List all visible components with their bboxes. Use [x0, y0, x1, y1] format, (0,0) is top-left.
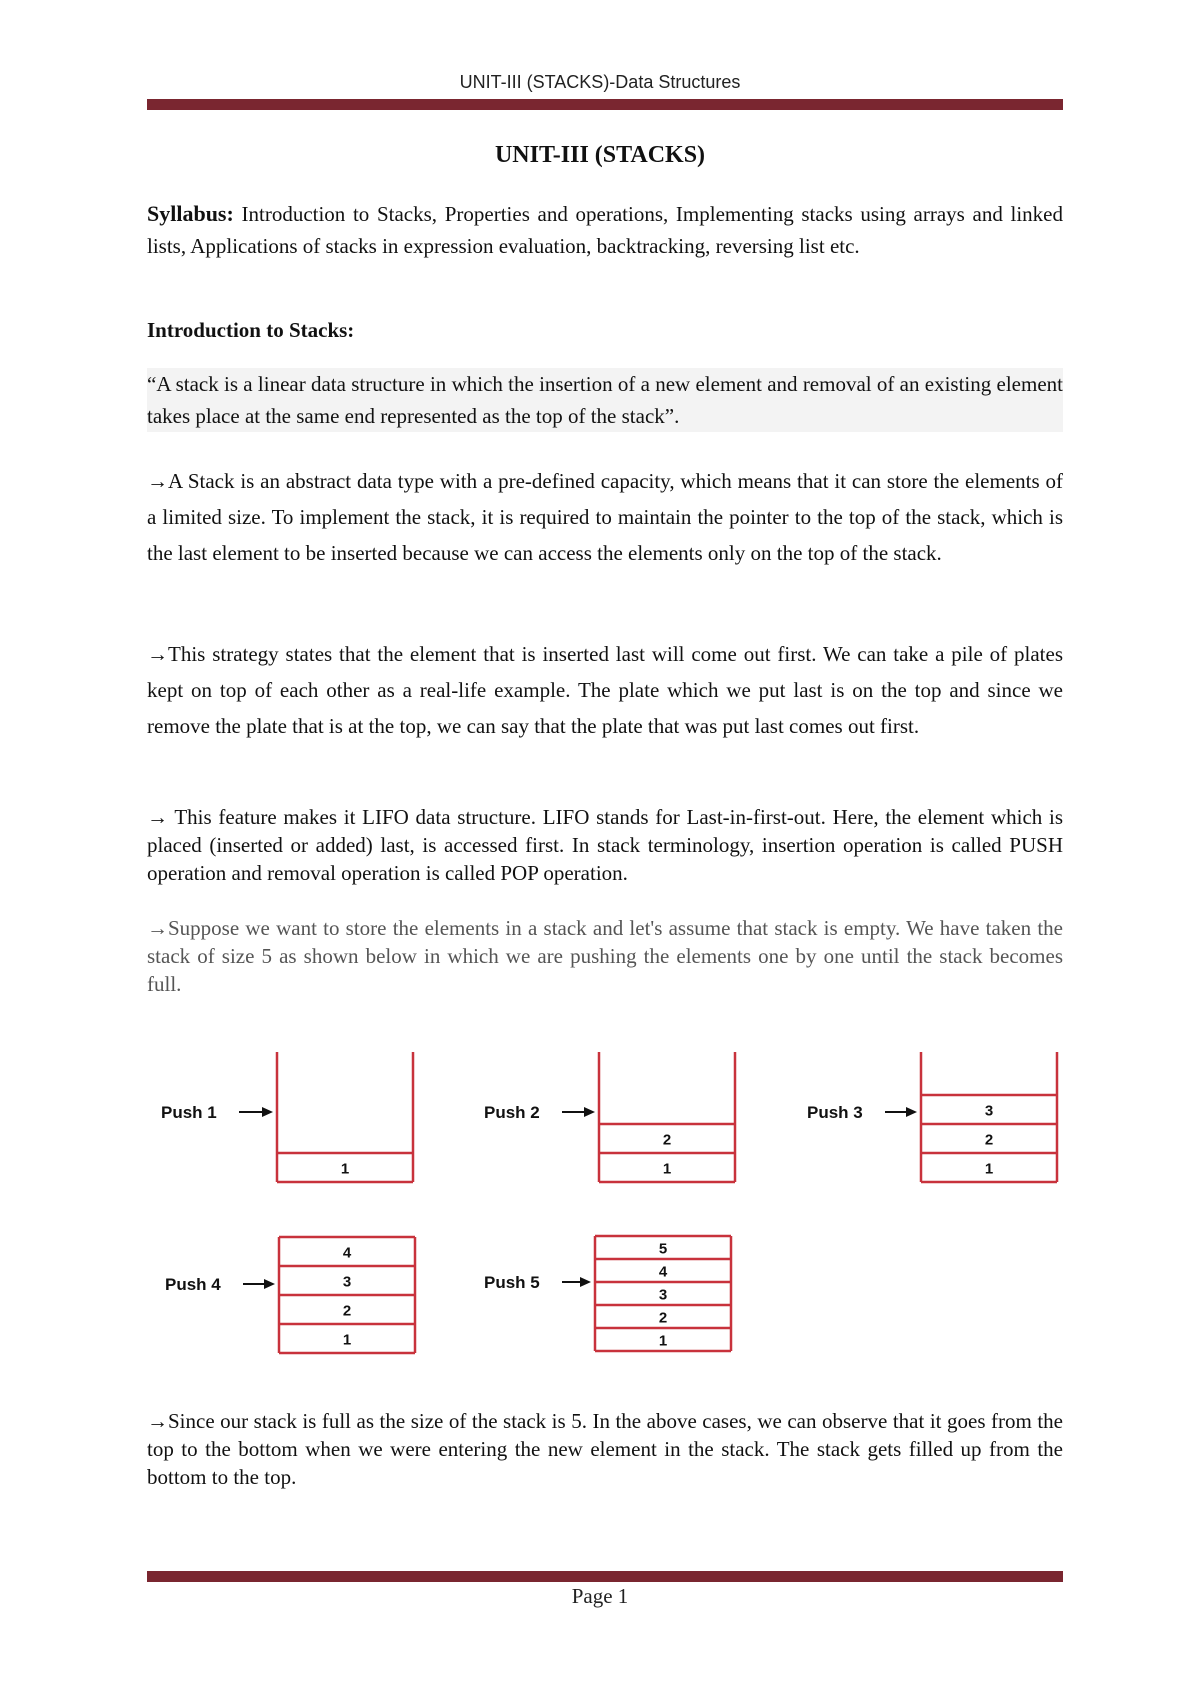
push-label: Push 5 [484, 1273, 540, 1292]
page-title: UNIT-III (STACKS) [494, 142, 706, 168]
stack-definition: “A stack is a linear data structure in which the insertion of a new element and removal of an existing element takes place at the same end represented as the top of the stack”. [147, 368, 1063, 432]
paragraph-conclusion [147, 1407, 1063, 1491]
push-label: Push 1 [161, 1103, 217, 1122]
push-arrow-icon [262, 1107, 273, 1117]
push-label: Push 2 [484, 1103, 540, 1122]
stack-cell-value: 1 [342, 1331, 352, 1349]
stack-cell-value: 1 [662, 1160, 672, 1178]
syllabus-label: Syllabus: [147, 201, 234, 226]
stack-cell-value: 4 [658, 1263, 668, 1281]
push-arrow-icon [580, 1277, 591, 1287]
footer-rule [147, 1571, 1063, 1582]
arrow-icon: → [147, 916, 168, 940]
stack-cell-value: 3 [984, 1102, 994, 1120]
stack-cell-value: 1 [340, 1160, 350, 1178]
paragraph-text: A Stack is an abstract data type with a pre-defined capacity, which means that it can store the elements of a limited size. To implement the stack, it is required to maintain the pointer to the top of the stack, which is the last element to be inserted because we can access the elements only on the top of the stack. [147, 469, 1063, 565]
stack-cell-value: 4 [342, 1244, 352, 1262]
push-operations-diagram [147, 1040, 1087, 1370]
push-label: Push 3 [807, 1103, 863, 1122]
stack-cell-value: 3 [658, 1286, 668, 1304]
paragraph-example-intro [147, 914, 1063, 998]
push-arrow-icon [584, 1107, 595, 1117]
arrow-icon: → [147, 805, 168, 829]
stack-cell-value: 1 [984, 1160, 994, 1178]
stack-cell-value: 2 [658, 1309, 668, 1327]
push-label: Push 4 [165, 1275, 221, 1294]
syllabus-paragraph [147, 198, 1063, 262]
running-header: UNIT-III (STACKS)-Data Structures [459, 72, 741, 92]
stack-cell-value: 2 [662, 1131, 672, 1149]
push-arrow-icon [906, 1107, 917, 1117]
syllabus-text: Introduction to Stacks, Properties and operations, Implementing stacks using arrays and linked lists, Applications of stacks in expression evaluation, backtracking, reversing list etc. [147, 202, 1063, 258]
paragraph-text: Since our stack is full as the size of the stack is 5. In the above cases, we can observe that it goes from the top to the bottom when we were entering the new element in the stack. The stack gets filled up from the bottom to the top. [147, 1409, 1063, 1489]
intro-heading: Introduction to Stacks: [147, 318, 355, 342]
page-number: Page 1 [571, 1584, 629, 1608]
stack-cell-value: 5 [658, 1240, 668, 1258]
stack-cell-value: 1 [658, 1332, 668, 1350]
paragraph-text: This feature makes it LIFO data structure. LIFO stands for Last-in-first-out. Here, the element which is placed (inserted or added) last, is accessed first. In stack terminology, insertion operation is called PUSH operation and removal operation is called POP operation. [147, 805, 1063, 885]
stack-cell-value: 2 [342, 1302, 352, 1320]
paragraph-strategy [147, 636, 1063, 744]
push-arrow-icon [264, 1279, 275, 1289]
paragraph-text: Suppose we want to store the elements in a stack and let's assume that stack is empty. We have taken the stack of size 5 as shown below in which we are pushing the elements one by one until the stack becomes full. [147, 916, 1063, 996]
paragraph-text: This strategy states that the element that is inserted last will come out first. We can take a pile of plates kept on top of each other as a real-life example. The plate which we put last is on the top and since we remove the plate that is at the top, we can say that the plate that was put last comes out first. [147, 642, 1063, 738]
paragraph-lifo [147, 803, 1063, 887]
arrow-icon: → [147, 469, 168, 493]
stack-cell-value: 2 [984, 1131, 994, 1149]
stack-cell-value: 3 [342, 1273, 352, 1291]
arrow-icon: → [147, 642, 168, 666]
header-rule [147, 99, 1063, 110]
paragraph-abstract-type [147, 463, 1063, 571]
arrow-icon: → [147, 1409, 168, 1433]
